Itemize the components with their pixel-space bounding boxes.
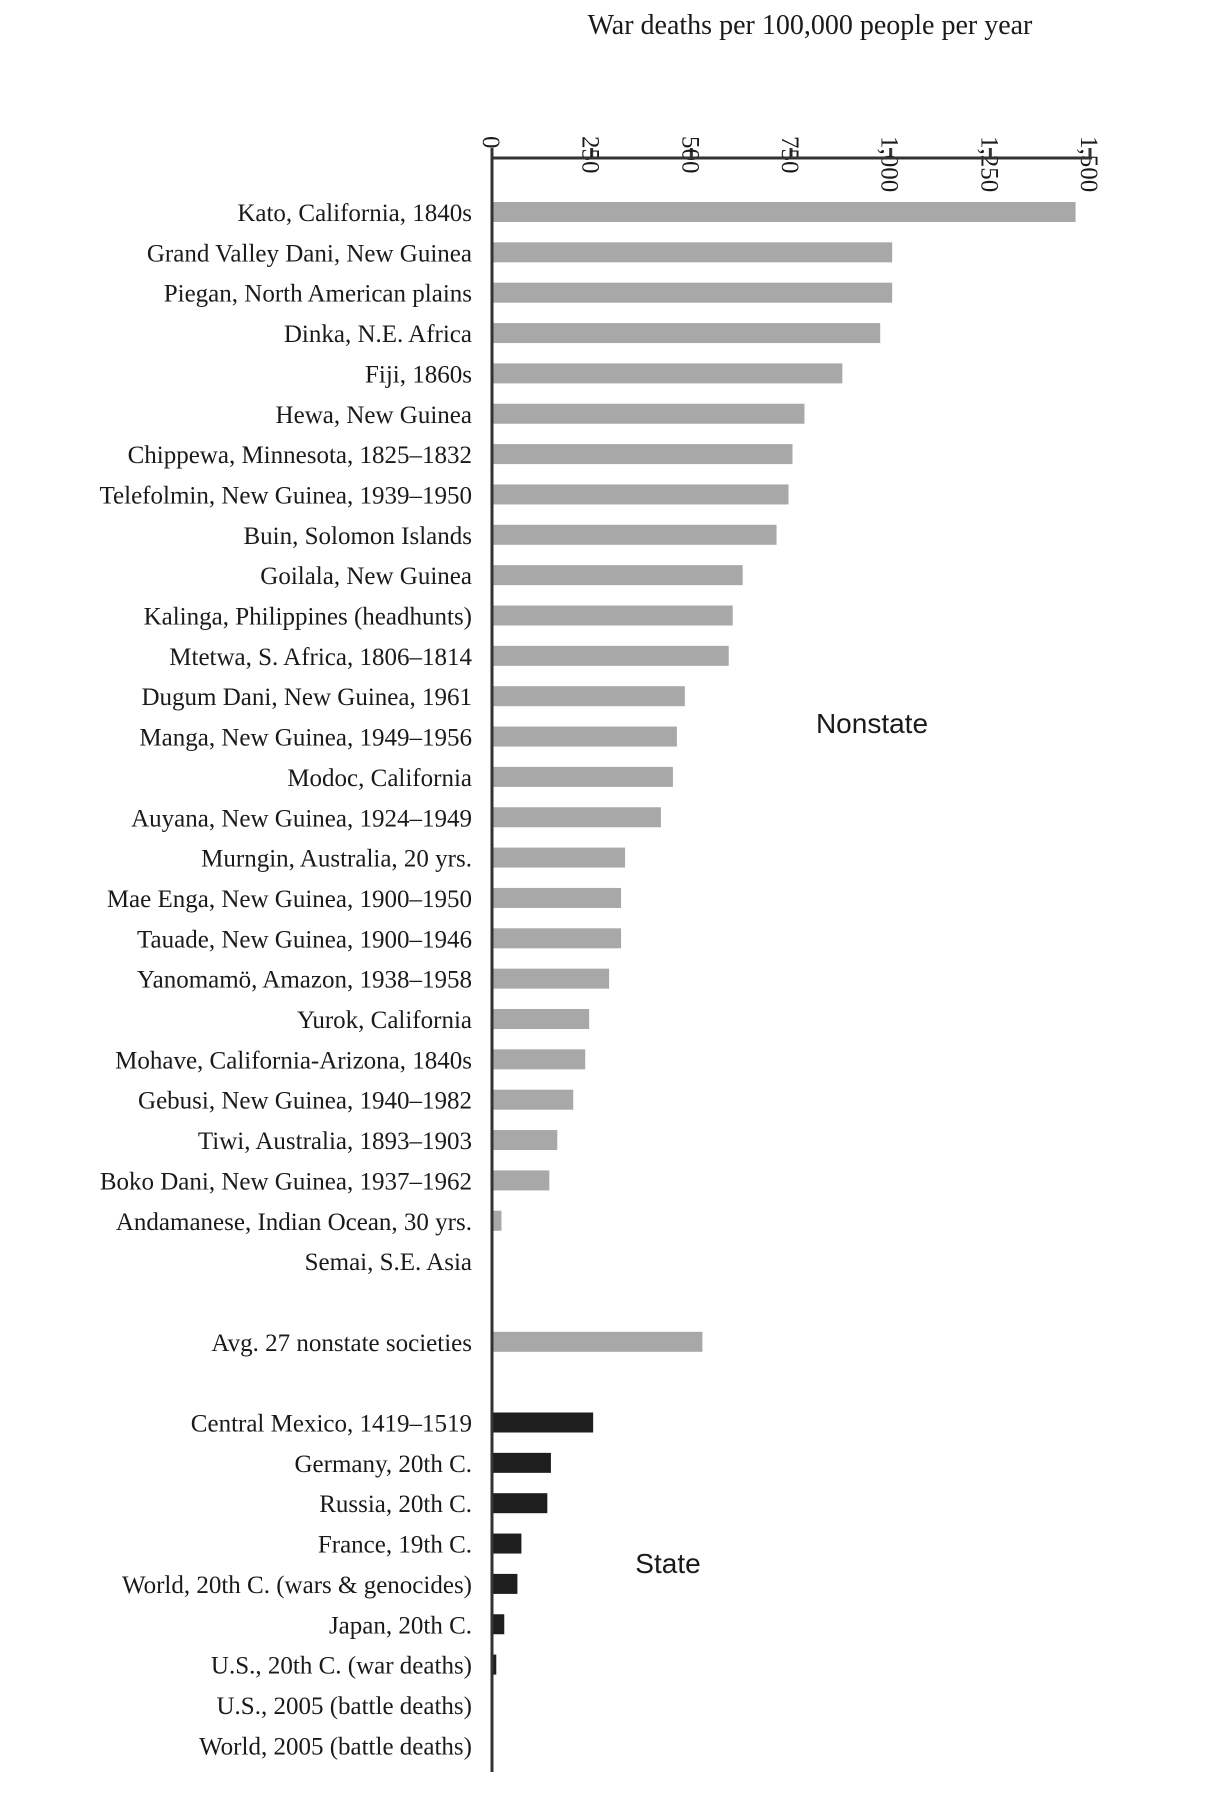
- category-label: Manga, New Guinea, 1949–1956: [139, 724, 472, 752]
- group-label-state: State: [635, 1548, 701, 1579]
- bar: [494, 1534, 522, 1554]
- category-label: Fiji, 1860s: [365, 361, 472, 389]
- category-label: Tauade, New Guinea, 1900–1946: [137, 926, 472, 954]
- category-label: Piegan, North American plains: [163, 280, 472, 308]
- bar: [494, 1413, 594, 1433]
- category-label: Modoc, California: [287, 764, 472, 792]
- bar: [494, 888, 622, 908]
- category-label: Tiwi, Australia, 1893–1903: [197, 1128, 472, 1156]
- bar: [494, 1049, 586, 1069]
- category-label: Kalinga, Philippines (headhunts): [143, 603, 472, 631]
- category-labels: [100, 200, 473, 1760]
- category-label: Goilala, New Guinea: [260, 563, 472, 591]
- category-label: Semai, S.E. Asia: [304, 1249, 472, 1277]
- x-tick-label: 1,250: [975, 136, 1003, 193]
- category-label: Kato, California, 1840s: [237, 200, 472, 227]
- category-label: Germany, 20th C.: [294, 1450, 472, 1478]
- bar: [494, 1090, 574, 1110]
- category-label: Gebusi, New Guinea, 1940–1982: [138, 1087, 472, 1115]
- x-tick-label: 750: [776, 136, 803, 174]
- bar: [494, 202, 1076, 222]
- category-label: Central Mexico, 1419–1519: [190, 1410, 472, 1438]
- category-label: U.S., 20th C. (war deaths): [210, 1652, 472, 1680]
- category-label: Telefolmin, New Guinea, 1939–1950: [99, 482, 472, 510]
- bar: [494, 1130, 558, 1150]
- bar: [494, 807, 661, 827]
- x-axis-ticks: [477, 136, 1102, 192]
- bar: [494, 525, 777, 545]
- bar: [494, 848, 626, 868]
- bar: [494, 1211, 502, 1231]
- bar: [494, 404, 805, 424]
- bar: [494, 928, 622, 948]
- bar: [494, 283, 893, 303]
- category-label: Mohave, California-Arizona, 1840s: [115, 1047, 472, 1075]
- bar: [494, 727, 677, 747]
- category-label: Buin, Solomon Islands: [243, 522, 472, 550]
- bar: [494, 1655, 497, 1675]
- bar: [494, 969, 610, 989]
- bar: [494, 363, 843, 383]
- x-tick-label: 1,500: [1075, 136, 1102, 193]
- x-tick-label: 1,000: [875, 136, 903, 193]
- bar: [494, 686, 685, 706]
- category-label: Japan, 20th C.: [328, 1612, 472, 1640]
- category-label: Hewa, New Guinea: [275, 401, 472, 429]
- bar: [494, 1493, 548, 1513]
- category-label: Grand Valley Dani, New Guinea: [146, 240, 472, 268]
- x-tick-label: 500: [676, 136, 704, 174]
- x-axis-title: War deaths per 100,000 people per year: [587, 10, 1033, 41]
- category-label: Dinka, N.E. Africa: [283, 321, 472, 349]
- bar: [494, 484, 789, 504]
- bar: [494, 565, 743, 585]
- bar: [494, 242, 893, 262]
- category-label: Avg. 27 nonstate societies: [211, 1329, 472, 1357]
- bar: [494, 323, 881, 343]
- category-label: Boko Dani, New Guinea, 1937–1962: [99, 1168, 472, 1196]
- category-label: Murngin, Australia, 20 yrs.: [201, 845, 472, 873]
- category-label: Mae Enga, New Guinea, 1900–1950: [106, 885, 472, 913]
- bars: [494, 202, 1076, 1675]
- category-label: France, 19th C.: [317, 1531, 472, 1559]
- category-label: Andamanese, Indian Ocean, 30 yrs.: [115, 1208, 472, 1236]
- category-label: U.S., 2005 (battle deaths): [216, 1692, 472, 1720]
- category-label: Yurok, California: [297, 1007, 472, 1034]
- category-label: Chippewa, Minnesota, 1825–1832: [127, 442, 472, 470]
- category-label: Dugum Dani, New Guinea, 1961: [141, 684, 472, 712]
- category-label: Russia, 20th C.: [319, 1491, 472, 1519]
- bar: [494, 1332, 703, 1352]
- bar: [494, 1453, 551, 1473]
- category-label: Auyana, New Guinea, 1924–1949: [131, 805, 472, 833]
- bar: [494, 1614, 505, 1634]
- x-tick-label: 250: [576, 136, 604, 174]
- x-tick-label: 0: [477, 136, 504, 149]
- group-label-nonstate: Nonstate: [815, 708, 929, 739]
- category-label: Yanomamö, Amazon, 1938–1958: [137, 966, 472, 994]
- category-label: Mtetwa, S. Africa, 1806–1814: [169, 643, 472, 671]
- bar: [494, 1574, 518, 1594]
- bar: [494, 646, 729, 666]
- category-label: World, 20th C. (wars & genocides): [122, 1571, 472, 1599]
- category-label: World, 2005 (battle deaths): [199, 1733, 472, 1761]
- bar: [494, 606, 733, 626]
- bar: [494, 767, 673, 787]
- bar: [494, 444, 793, 464]
- bar: [494, 1170, 550, 1190]
- bar: [494, 1009, 590, 1029]
